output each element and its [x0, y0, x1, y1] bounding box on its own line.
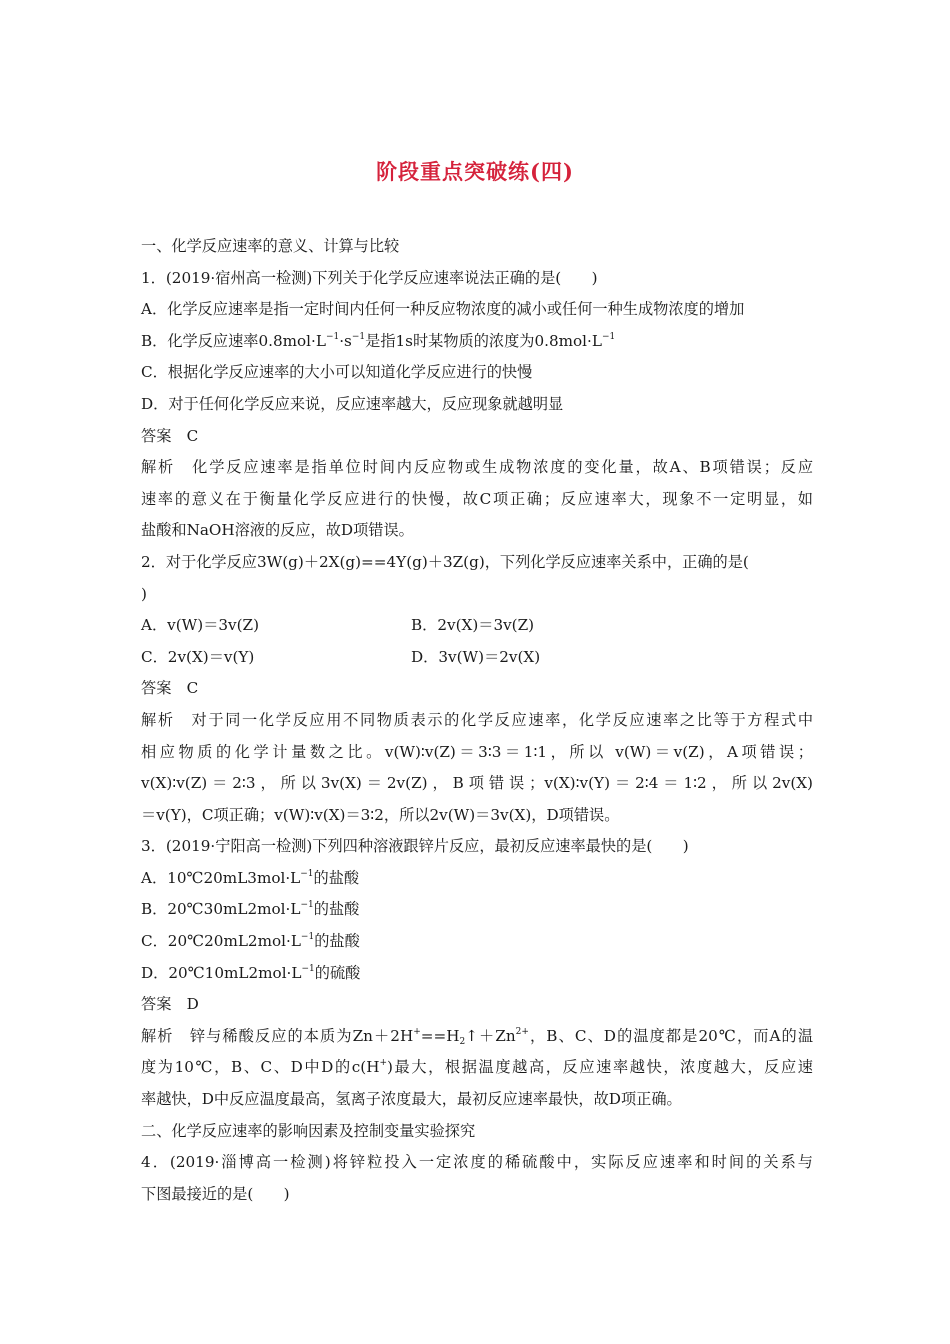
- section-heading: 一、化学反应速率的意义、计算与比较: [141, 237, 400, 255]
- question-3-stem: 3．(2019·宁阳高一检测)下列四种溶液跟锌片反应，最初反应速率最快的是( ): [141, 837, 689, 856]
- question-2-option-b: B．2v(X)＝3v(Z): [411, 616, 535, 635]
- question-2-options-row: [141, 610, 813, 642]
- question-1-option-c: C．根据化学反应速率的大小可以知道化学反应进行的快慢: [141, 363, 533, 382]
- question-1-option-a: A．化学反应速率是指一定时间内任何一种反应物浓度的减小或任何一种生成物浓度的增加: [141, 300, 745, 319]
- section-heading: 二、化学反应速率的影响因素及控制变量实验探究: [141, 1121, 476, 1140]
- question-4-stem-cont: 下图最接近的是( ): [141, 1184, 290, 1203]
- question-3-option-a: A．$10℃20mL3mol\cdot L^{-1}$的盐酸: [141, 868, 360, 887]
- question-2-option-a: A．v(W)＝3v(Z): [141, 616, 260, 635]
- question-2-options-row: [141, 642, 813, 674]
- question-1-analysis-cont: 速率的意义在于衡量化学反应进行的快慢，故C项正确；反应速率大，现象不一定明显，如: [141, 489, 813, 508]
- question-1-analysis-cont: 盐酸和NaOH溶液的反应，故D项错误。: [141, 521, 414, 540]
- question-2-analysis-cont: ＝v(Y)，C项正确；v(W)∶v(X)＝3∶2，所以2v(W)＝3v(X)，D项错误。: [141, 805, 620, 824]
- question-1-answer: 答案 C: [141, 426, 199, 445]
- page-title: 阶段重点突破练(四): [376, 159, 574, 184]
- question-3-option-b: B．$20℃30mL2mol\cdot L^{-1}$的盐酸: [141, 900, 360, 919]
- question-3-analysis-cont: 率越快，D中反应温度最高，氢离子浓度最大，最初反应速率最快，故D项正确。: [141, 1090, 682, 1109]
- question-4-stem: 4．(2019·淄博高一检测)将锌粒投入一定浓度的稀硫酸中，实际反应速率和时间的关系与: [141, 1153, 813, 1172]
- question-3-analysis: 解析 锌与稀酸反应的本质为$Zn+2H^+==H_2↑+Zn^{2+}$，B、C、D的温度都是20℃，而A的温: [141, 1026, 814, 1047]
- question-1-option-d: D．对于任何化学反应来说，反应速率越大，反应现象就越明显: [141, 394, 564, 413]
- question-2-analysis-cont: 相应物质的化学计量数之比。v(W)∶v(Z)＝3∶3＝1∶1，所以 v(W)＝v(Z)，A项错误；: [141, 742, 813, 761]
- question-2-analysis-cont: v(X)∶v(Z)＝2∶3，所以3v(X)＝2v(Z)，B项错误；v(X)∶v(Y)＝2∶4＝1∶2，所以2v(X): [141, 774, 813, 793]
- question-3-option-c: C．$20℃20mL2mol\cdot L^{-1}$的盐酸: [141, 932, 360, 951]
- question-3-answer: 答案 D: [141, 995, 199, 1014]
- question-2-answer: 答案 C: [141, 679, 199, 698]
- question-1-stem: 1．(2019·宿州高一检测)下列关于化学反应速率说法正确的是( ): [141, 268, 598, 287]
- question-3-option-d: D．$20℃10mL2mol\cdot L^{-1}$的硫酸: [141, 963, 361, 982]
- question-1-option-b: B．化学反应速率$0.8mol\cdot L^{-1}\cdot s^{-1}$是指1s时某物质的浓度为$0.8mol\cdot L^{-1}$: [141, 331, 616, 350]
- question-2-option-c: C．2v(X)＝v(Y): [141, 647, 255, 666]
- question-2-stem-cont: ): [141, 584, 147, 603]
- question-2-analysis: 解析 对于同一化学反应用不同物质表示的化学反应速率，化学反应速率之比等于方程式中: [141, 710, 814, 729]
- document-body: [141, 231, 813, 1210]
- question-2-stem: 2．对于化学反应3W(g)＋2X(g)==4Y(g)＋3Z(g)，下列化学反应速率关系中，正确的是(: [141, 552, 749, 571]
- question-1-analysis: 解析 化学反应速率是指单位时间内反应物或生成物浓度的变化量，故A、B项错误；反应: [141, 458, 814, 477]
- question-3-analysis-cont: 度为10℃，B、C、D中D的c(H+)最大，根据温度越高，反应速率越快，浓度越大，反应速: [141, 1058, 813, 1077]
- question-2-option-d: D．3v(W)＝2v(X): [411, 647, 541, 666]
